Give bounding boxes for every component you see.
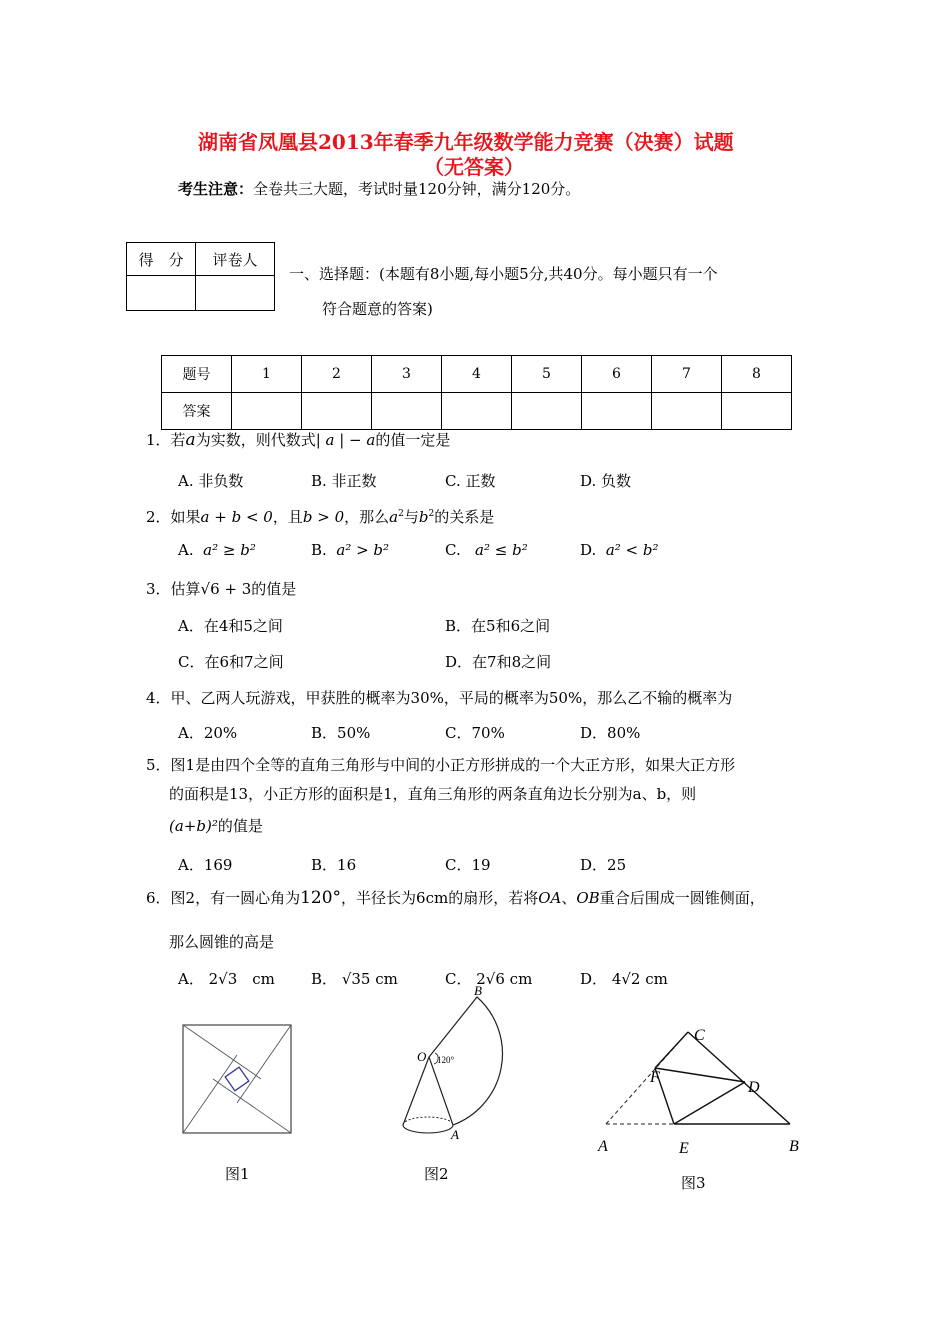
q6-sep: 、 (561, 889, 577, 907)
q4-option-c[interactable]: C．70% (445, 724, 505, 742)
q2-tail: 的关系是 (434, 508, 495, 526)
question-number: 8 (722, 356, 792, 393)
q6-option-a-label: A． (178, 970, 204, 988)
q2-with: 与 (403, 508, 419, 526)
q1-tail: 的值一定是 (375, 431, 451, 449)
question-number: 2 (302, 356, 372, 393)
q5-option-b[interactable]: B．16 (311, 856, 357, 874)
question-6-line1 (146, 887, 765, 908)
q2-option-a-label: A. (178, 541, 194, 559)
notice-label: 考生注意： (178, 180, 254, 198)
fig3-label-f: F (650, 1069, 660, 1086)
q3-option-a[interactable]: A．在4和5之间 (178, 617, 283, 635)
q2-option-c-label: C. (445, 541, 461, 559)
question-2: 2．如果a + b < 0，且b > 0，那么$a^2$与$b^2$的关系是 (146, 508, 495, 526)
q2-cond2: b > 0 (302, 508, 345, 526)
question-number: 5 (512, 356, 582, 393)
figure-1 (180, 1022, 296, 1138)
q4-option-a[interactable]: A．20% (178, 724, 238, 742)
q2-option-c[interactable] (445, 541, 528, 559)
q2-option-b[interactable] (311, 541, 389, 559)
fig2-label-angle: 120° (437, 1055, 455, 1065)
q1-option-a[interactable]: A. 非负数 (178, 472, 244, 490)
exam-notice (178, 178, 580, 199)
q5-expression: (a+b)² (169, 817, 218, 835)
q2-stem: 2．如果 (146, 508, 201, 526)
q2-option-c-expr: a² ≤ b² (475, 541, 528, 559)
q6-option-d-expr: 4√2 cm (611, 970, 668, 988)
fig3-label-d: D (748, 1079, 760, 1096)
answer-cell[interactable] (652, 393, 722, 430)
answer-cell[interactable] (442, 393, 512, 430)
score-table (126, 242, 275, 311)
question-number: 1 (232, 356, 302, 393)
q3-tail: 的值是 (251, 580, 297, 598)
q2-cond1: a + b < 0 (200, 508, 273, 526)
answer-cell[interactable] (582, 393, 652, 430)
q6-option-a[interactable] (178, 968, 275, 989)
q6-line1a: 6．图2，有一圆心角为 (146, 889, 301, 907)
q2-option-a[interactable] (178, 541, 256, 559)
page-title: 湖南省凤凰县2013年春季九年级数学能力竞赛（决赛）试题 (198, 130, 734, 154)
figure-3-caption: 图3 (681, 1174, 706, 1192)
q1-option-b[interactable]: B. 非正数 (311, 472, 377, 490)
fig2-label-b: B (474, 985, 482, 998)
section-title-cont: 符合题意的答案) (322, 300, 433, 318)
q6-option-b[interactable] (311, 968, 398, 989)
q2-then: ，那么 (344, 508, 390, 526)
grader-header: 评卷人 (196, 243, 275, 276)
section-title: 一、选择题：(本题有8小题,每小题5分,共40分。每小题只有一个 (289, 265, 718, 283)
q2-option-d-expr: a² < b² (605, 541, 659, 559)
figure-2 (395, 985, 510, 1145)
answer-cell[interactable] (512, 393, 582, 430)
fig2-label-o: O (417, 1049, 427, 1064)
question-5-line2: 的面积是13，小正方形的面积是1，直角三角形的两条直角边长分别为a、b，则 (169, 785, 697, 803)
q6-ob: OB (576, 889, 600, 907)
q3-option-d[interactable]: D．在7和8之间 (445, 653, 552, 671)
q1-var: a (185, 430, 196, 450)
q5-tail: 的值是 (217, 817, 263, 835)
q1-mid: 为实数，则代数式 (195, 431, 316, 449)
q3-option-c[interactable]: C．在6和7之间 (178, 653, 284, 671)
grader-cell[interactable] (196, 276, 275, 311)
question-number: 7 (652, 356, 722, 393)
q6-option-d-label: D． (580, 970, 608, 988)
q6-option-c-expr: 2√6 cm (476, 970, 533, 988)
fig3-label-c: C (694, 1027, 705, 1044)
q5-option-c[interactable]: C．19 (445, 856, 491, 874)
q5-option-d[interactable]: D．25 (580, 856, 627, 874)
q2-b-squared: b (418, 508, 429, 526)
notice-text: 全卷共三大题，考试时量120分钟，满分120分。 (253, 180, 581, 198)
q3-stem: 3．估算 (146, 580, 201, 598)
question-5-line1: 5．图1是由四个全等的直角三角形与中间的小正方形拼成的一个大正方形，如果大正方形 (146, 756, 736, 774)
q6-option-a-expr: 2√3 cm (208, 970, 275, 988)
q1-num: 1．若 (146, 431, 186, 449)
figure-2-caption: 图2 (424, 1165, 449, 1183)
q2-option-d-label: D. (580, 541, 597, 559)
q6-line1b: ，半径长为6cm的扇形，若将 (341, 889, 539, 907)
question-3 (146, 578, 296, 599)
q3-option-b[interactable]: B．在5和6之间 (445, 617, 551, 635)
fig3-label-b: B (789, 1138, 799, 1155)
question-5-line3 (169, 815, 263, 836)
question-number-label: 题号 (162, 356, 232, 393)
q2-and: ，且 (272, 508, 303, 526)
q6-angle: 120° (300, 888, 342, 908)
answer-label: 答案 (162, 393, 232, 430)
score-cell[interactable] (127, 276, 196, 311)
question-number: 6 (582, 356, 652, 393)
figure-3 (590, 1020, 810, 1170)
q1-option-c[interactable]: C. 正数 (445, 472, 496, 490)
q2-option-b-expr: a² > b² (336, 541, 390, 559)
page-subtitle: （无答案） (424, 155, 524, 179)
q1-option-d[interactable]: D. 负数 (580, 472, 632, 490)
answer-cell[interactable] (302, 393, 372, 430)
answer-cell[interactable] (232, 393, 302, 430)
answer-table (161, 355, 792, 430)
q2-a-squared: a (389, 508, 399, 526)
q2-option-a-expr: a² ≥ b² (203, 541, 256, 559)
q6-line1c: 重合后围成一圆锥侧面， (599, 889, 765, 907)
score-header: 得 分 (127, 243, 196, 276)
answer-cell[interactable] (722, 393, 792, 430)
question-number: 3 (372, 356, 442, 393)
question-number: 4 (442, 356, 512, 393)
question-4: 4．甲、乙两人玩游戏，甲获胜的概率为30%，平局的概率为50%，那么乙不输的概率为 (146, 689, 733, 707)
q6-oa: OA (538, 889, 562, 907)
fig3-label-a: A (598, 1138, 608, 1155)
q4-option-b[interactable]: B．50% (311, 724, 371, 742)
q2-option-b-label: B. (311, 541, 327, 559)
q2-option-d[interactable] (580, 541, 659, 559)
question-1 (146, 429, 450, 450)
fig3-label-e: E (679, 1140, 689, 1157)
question-6-line2: 那么圆锥的高是 (169, 933, 275, 951)
figure-1-caption: 图1 (225, 1165, 250, 1183)
q1-expression: | a | − a (315, 431, 376, 449)
q6-option-d[interactable] (580, 968, 668, 989)
fig2-label-a: A (451, 1127, 459, 1142)
q6-option-c-label: C． (445, 970, 472, 988)
q6-option-b-label: B． (311, 970, 338, 988)
q4-option-d[interactable]: D．80% (580, 724, 641, 742)
q6-option-b-expr: √35 cm (341, 970, 398, 988)
q3-expression: √6 + 3 (200, 580, 252, 598)
q5-option-a[interactable]: A．169 (178, 856, 233, 874)
answer-cell[interactable] (372, 393, 442, 430)
